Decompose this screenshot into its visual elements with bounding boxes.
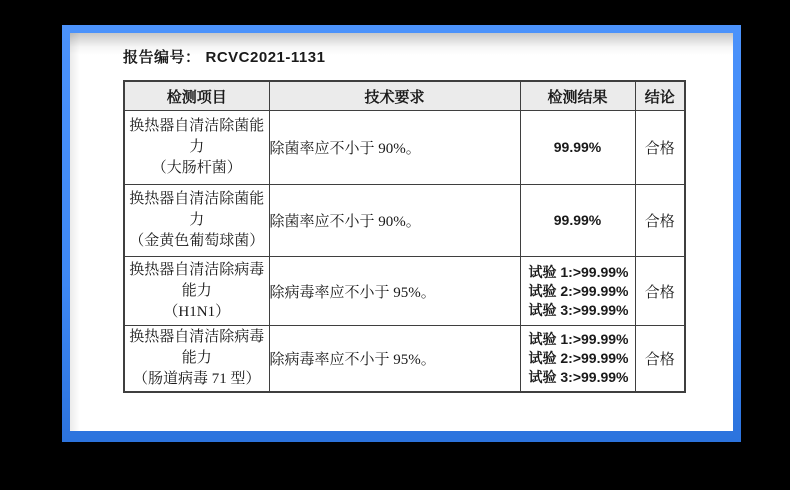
item-strain: （H1N1） — [163, 303, 231, 320]
requirement-cell: 除病毒率应不小于 95%。 — [269, 257, 520, 326]
report-number-line — [123, 46, 325, 67]
conclusion-cell: 合格 — [635, 111, 685, 185]
result-line: 99.99% — [553, 212, 602, 228]
result-line: 试验 2:>99.99% — [528, 282, 629, 299]
item-strain: （大肠杆菌） — [151, 160, 242, 176]
result-line: 试验 3:>99.99% — [528, 368, 629, 385]
test-results-table — [123, 80, 686, 393]
result-cell — [520, 257, 635, 326]
report-card — [70, 33, 733, 431]
table-row — [124, 326, 685, 392]
table-row — [124, 185, 685, 257]
requirement-cell: 除病毒率应不小于 95%。 — [269, 326, 520, 392]
result-line: 试验 2:>99.99% — [528, 349, 629, 366]
report-number-value: RCVC2021-1131 — [205, 49, 326, 66]
table-row — [124, 111, 685, 185]
header-conclusion: 结论 — [635, 81, 685, 111]
requirement-cell: 除菌率应不小于 90%。 — [269, 111, 520, 185]
result-line: 99.99% — [553, 139, 602, 155]
header-technical-requirement: 技术要求 — [269, 81, 520, 111]
item-cell — [124, 111, 269, 185]
header-test-item: 检测项目 — [124, 81, 269, 111]
result-line: 试验 1:>99.99% — [528, 330, 629, 347]
report-number-label: 报告编号： — [123, 49, 201, 66]
result-cell — [520, 185, 635, 257]
conclusion-cell: 合格 — [635, 326, 685, 392]
test-results-table-container — [123, 80, 686, 393]
table-row — [124, 257, 685, 326]
result-line: 试验 1:>99.99% — [528, 263, 629, 280]
header-test-result: 检测结果 — [520, 81, 635, 111]
item-cell — [124, 257, 269, 326]
conclusion-cell: 合格 — [635, 257, 685, 326]
item-strain: （金黄色葡萄球菌） — [129, 233, 265, 249]
item-name: 换热器自清洁除病毒能力 — [129, 328, 265, 366]
item-cell — [124, 326, 269, 392]
conclusion-cell: 合格 — [635, 185, 685, 257]
result-cell — [520, 111, 635, 185]
result-cell — [520, 326, 635, 392]
item-name: 换热器自清洁除菌能力 — [129, 191, 265, 228]
table-header-row — [124, 81, 685, 111]
result-line: 试验 3:>99.99% — [528, 301, 629, 318]
requirement-cell: 除菌率应不小于 90%。 — [269, 185, 520, 257]
item-name: 换热器自清洁除菌能力 — [129, 118, 265, 155]
item-cell — [124, 185, 269, 257]
blue-frame — [62, 25, 741, 442]
item-name: 换热器自清洁除病毒能力 — [129, 261, 265, 299]
item-strain: （肠道病毒 71 型） — [132, 370, 261, 387]
